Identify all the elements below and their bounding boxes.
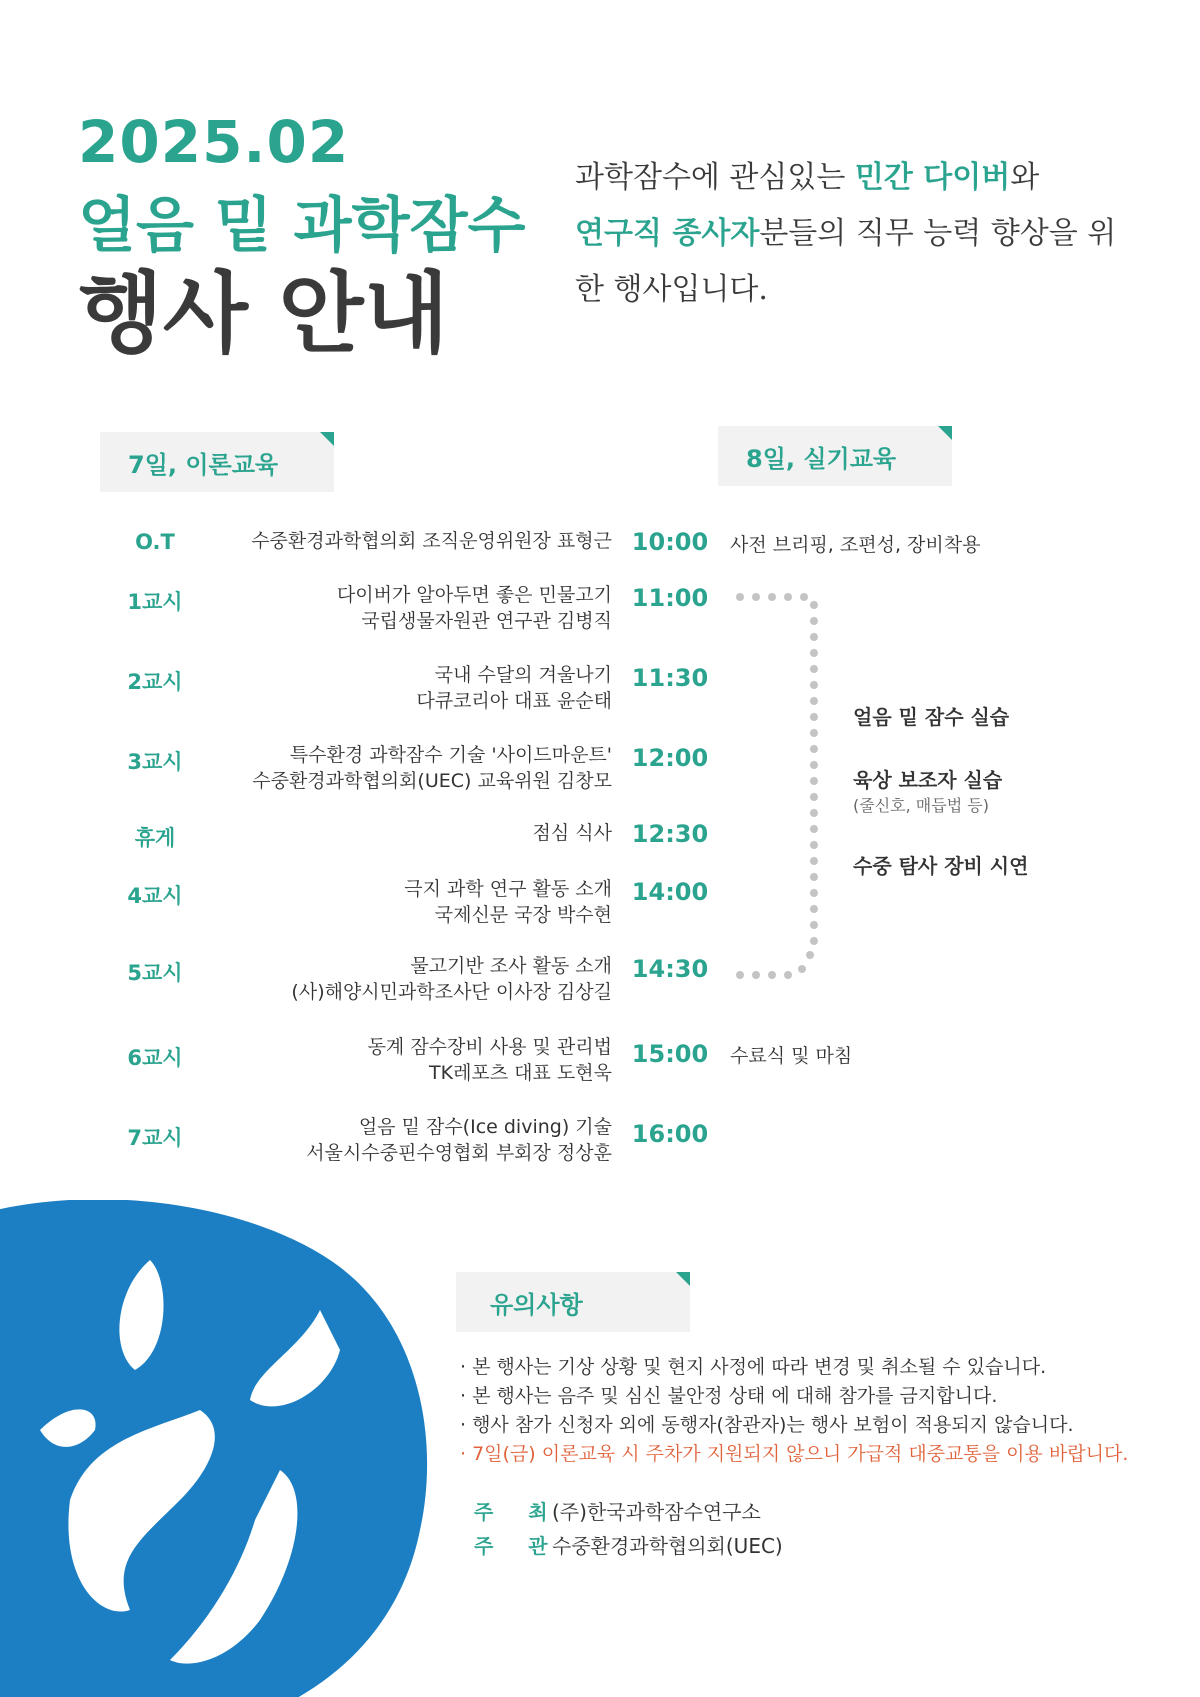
notice-item: · 본 행사는 기상 상황 및 현지 사정에 따라 변경 및 취소될 수 있습니다.: [460, 1356, 1047, 1378]
practice-item-ice-diving: 얼음 밑 잠수 실습: [853, 705, 1010, 729]
host-label: 주 최: [474, 1500, 562, 1524]
notice-tab: [456, 1272, 690, 1332]
session-speaker: 국제신문 국장 박수현: [434, 904, 612, 926]
session-title: 다이버가 알아두면 좋은 민물고기: [336, 584, 612, 606]
session-speaker: 서울시수중핀수영협회 부회장 정상훈: [306, 1142, 612, 1164]
session-speaker: 수중환경과학협의회(UEC) 교육위원 김창모: [252, 770, 612, 792]
notice-alert-item: · 7일(금) 이론교육 시 주차가 지원되지 않으니 가급적 대중교통을 이용 바랍니다.: [460, 1443, 1129, 1465]
session-description: [306, 1114, 612, 1166]
tab-corner-icon: [676, 1272, 690, 1286]
day2-tab: [718, 426, 952, 486]
organizer-name: 수중환경과학협의회(UEC): [552, 1534, 783, 1558]
host-name: (주)한국과학잠수연구소: [552, 1500, 761, 1524]
time-slot: 12:30: [631, 820, 709, 848]
session-description: [416, 662, 612, 714]
session-title: 극지 과학 연구 활동 소개: [404, 878, 612, 900]
time-slot: 16:00: [631, 1120, 709, 1148]
session-title: 점심 식사: [532, 822, 612, 844]
practice-item-equipment-demo: 수중 탐사 장비 시연: [853, 854, 1029, 878]
session-speaker: (사)해양시민과학조사단 이사장 김상길: [291, 981, 612, 1003]
practice-item-note: (줄신호, 매듭법 등): [853, 796, 989, 815]
session-label: 1교시: [127, 590, 183, 614]
session-description: [251, 528, 612, 554]
session-label: 4교시: [127, 884, 183, 908]
briefing-text: 사전 브리핑, 조편성, 장비착용: [730, 534, 981, 556]
session-label: 7교시: [127, 1126, 183, 1150]
session-description: [291, 953, 612, 1005]
session-label: 3교시: [127, 750, 183, 774]
session-title: 얼음 밑 잠수(Ice diving) 기술: [358, 1116, 612, 1138]
session-speaker: 국립생물자원관 연구관 김병직: [361, 610, 612, 632]
practice-item-land-support: 육상 보조자 실습: [853, 768, 1003, 792]
notice-item: · 행사 참가 신청자 외에 동행자(참관자)는 행사 보험이 적용되지 않습니다.: [460, 1414, 1074, 1436]
organizer-label: 주 관: [474, 1534, 562, 1558]
diver-emblem: [0, 1200, 440, 1697]
session-title: 수중환경과학협의회 조직운영위원장 표형근: [251, 530, 612, 552]
page-title: 행사 안내: [78, 262, 449, 365]
day1-tab-label: 7일, 이론교육: [128, 450, 279, 479]
dotted-bracket: [730, 585, 830, 985]
day2-tab-label: 8일, 실기교육: [746, 444, 897, 473]
intro-highlight-researchers: 연구직 종사자: [575, 216, 760, 251]
session-label: 5교시: [127, 961, 183, 985]
notice-tab-label: 유의사항: [490, 1290, 583, 1319]
event-date: 2025.02: [78, 108, 350, 176]
time-slot: 12:00: [631, 744, 709, 772]
tab-corner-icon: [320, 432, 334, 446]
closing-text: 수료식 및 마침: [730, 1045, 853, 1067]
time-slot: 10:00: [631, 528, 709, 556]
session-label: 6교시: [127, 1046, 183, 1070]
session-title: 특수환경 과학잠수 기술 '사이드마운트': [289, 744, 612, 766]
session-description: [533, 820, 612, 846]
session-description: [337, 582, 612, 634]
day1-tab: [100, 432, 334, 492]
time-slot: 14:00: [631, 878, 709, 906]
intro-part2: 와: [1010, 160, 1040, 195]
session-label: O.T: [135, 530, 175, 554]
intro-highlight-divers: 민간 다이버: [854, 160, 1011, 195]
session-speaker: TK레포츠 대표 도현욱: [429, 1062, 612, 1084]
session-speaker: 다큐코리아 대표 윤순태: [416, 690, 612, 712]
notice-item: · 본 행사는 음주 및 심신 불안정 상태 에 대해 참가를 금지합니다.: [460, 1385, 998, 1407]
session-title: 물고기반 조사 활동 소개: [410, 955, 612, 977]
time-slot: 14:30: [631, 955, 709, 983]
time-slot: 15:00: [631, 1040, 709, 1068]
intro-part1: 과학잠수에 관심있는: [575, 160, 855, 195]
session-title: 국내 수달의 겨울나기: [434, 664, 612, 686]
session-description: [252, 742, 612, 794]
session-description: [368, 1034, 612, 1086]
intro-text: [575, 150, 1135, 318]
session-title: 동계 잠수장비 사용 및 관리법: [367, 1036, 612, 1058]
time-slot: 11:30: [631, 664, 709, 692]
event-subtitle: 얼음 밑 과학잠수: [78, 191, 526, 261]
intro-part3: 분들의 직무 능력 향상을 위한 행사입니다.: [575, 216, 1117, 307]
session-label: 휴게: [134, 826, 176, 850]
session-label: 2교시: [127, 670, 183, 694]
session-description: [404, 876, 612, 928]
time-slot: 11:00: [631, 584, 709, 612]
tab-corner-icon: [938, 426, 952, 440]
